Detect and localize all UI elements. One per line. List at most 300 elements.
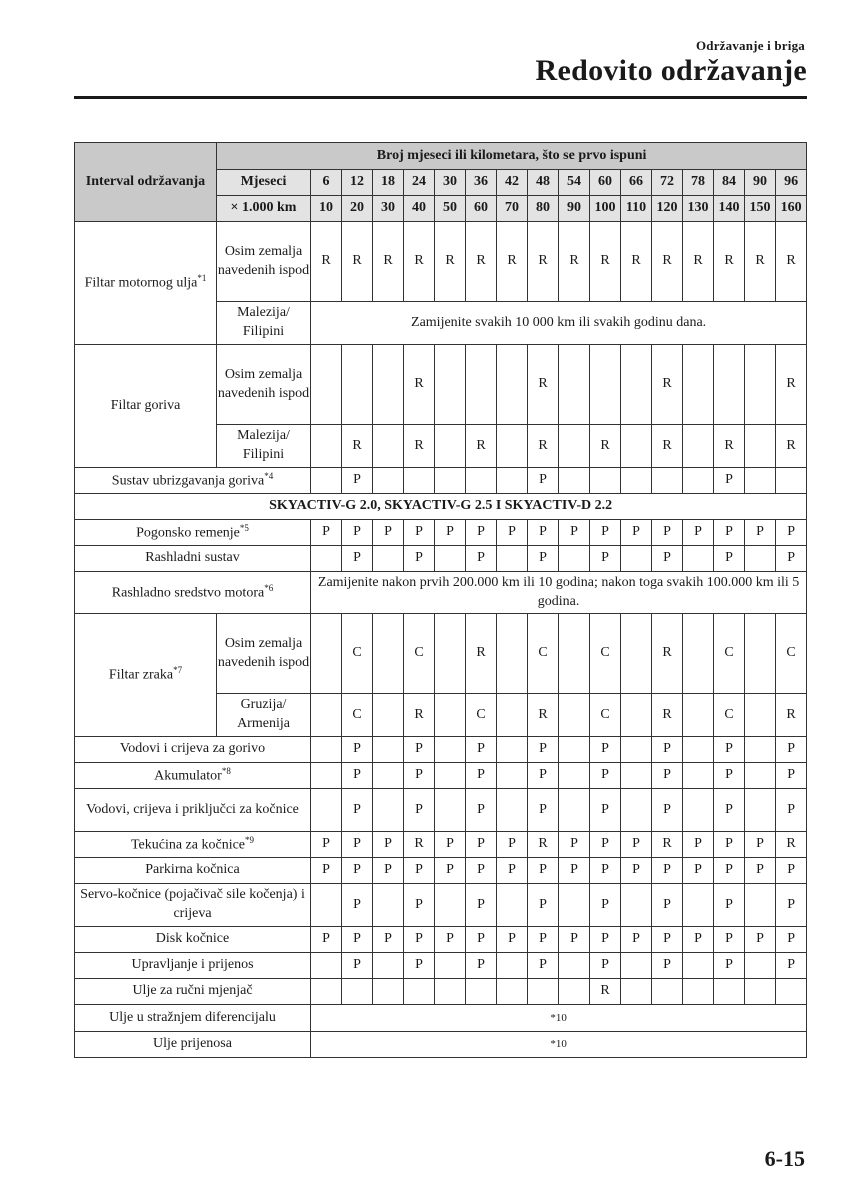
table-row [75,222,807,302]
schedule-cell [621,694,652,737]
item-name [75,832,311,858]
months-label: Mjeseci [217,170,311,196]
region-cell: Malezija/ Filipini [217,302,311,345]
schedule-cell [435,737,466,763]
schedule-cell: P [745,832,776,858]
schedule-cell: P [590,927,621,953]
schedule-cell: P [342,884,373,927]
schedule-cell [559,345,590,425]
schedule-cell: P [590,884,621,927]
km-cell: 90 [559,196,590,222]
schedule-cell [311,694,342,737]
schedule-cell [435,979,466,1005]
item-name [75,979,311,1005]
schedule-cell [373,546,404,572]
schedule-cell: P [590,858,621,884]
schedule-cell [435,884,466,927]
schedule-cell: P [528,520,559,546]
schedule-cell: R [652,345,683,425]
schedule-cell [497,737,528,763]
schedule-cell: P [497,927,528,953]
schedule-cell: P [652,789,683,832]
schedule-cell [683,979,714,1005]
schedule-cell [373,345,404,425]
schedule-cell: P [714,737,745,763]
schedule-cell [497,979,528,1005]
footnote-ref: *10 [311,1005,807,1032]
schedule-cell: P [528,953,559,979]
schedule-cell: P [404,546,435,572]
schedule-cell: R [745,222,776,302]
schedule-cell [714,345,745,425]
schedule-cell: P [776,953,807,979]
schedule-cell: P [466,737,497,763]
schedule-cell: P [559,927,590,953]
schedule-cell: P [497,832,528,858]
table-row [75,979,807,1005]
schedule-cell: P [528,858,559,884]
schedule-cell [435,694,466,737]
schedule-cell: R [404,222,435,302]
schedule-cell: P [342,927,373,953]
schedule-cell [466,468,497,494]
item-label: Pogonsko remenje [136,525,240,541]
schedule-cell: C [714,614,745,694]
schedule-cell [311,953,342,979]
schedule-cell [435,789,466,832]
item-label: Parkirna kočnica [145,862,240,878]
km-cell: 160 [776,196,807,222]
table-row [75,546,807,572]
schedule-cell: C [528,614,559,694]
schedule-cell [652,979,683,1005]
item-label: Akumulator [154,768,222,784]
schedule-cell [745,884,776,927]
schedule-cell: R [559,222,590,302]
schedule-cell: P [404,737,435,763]
schedule-cell [559,737,590,763]
schedule-cell [497,345,528,425]
schedule-cell: R [714,222,745,302]
schedule-cell [590,468,621,494]
schedule-cell: P [776,927,807,953]
table-row [75,468,807,494]
table-row [75,614,807,694]
table-row [75,572,807,614]
schedule-cell: R [590,979,621,1005]
months-cell: 6 [311,170,342,196]
schedule-cell: R [435,222,466,302]
schedule-cell: P [776,789,807,832]
item-label: Disk kočnice [155,931,230,947]
months-cell: 42 [497,170,528,196]
km-cell: 150 [745,196,776,222]
schedule-cell: P [652,546,683,572]
schedule-cell: P [435,858,466,884]
schedule-cell [745,546,776,572]
item-name [75,546,311,572]
table-row [75,789,807,832]
schedule-cell: C [590,614,621,694]
schedule-cell [373,789,404,832]
schedule-cell: P [528,884,559,927]
schedule-cell: P [776,884,807,927]
schedule-cell [497,425,528,468]
item-name [75,927,311,953]
schedule-cell [745,979,776,1005]
schedule-cell [683,789,714,832]
schedule-cell: P [404,953,435,979]
schedule-cell [714,979,745,1005]
schedule-cell: P [714,520,745,546]
schedule-cell [683,763,714,789]
schedule-cell: P [621,520,652,546]
schedule-cell [621,425,652,468]
item-name [75,858,311,884]
item-name [75,572,311,614]
schedule-cell: P [776,763,807,789]
schedule-cell: R [776,694,807,737]
table-row [75,832,807,858]
schedule-cell [683,425,714,468]
schedule-cell: P [404,763,435,789]
page-title: Redovito održavanje [535,54,807,87]
schedule-cell: P [714,763,745,789]
schedule-cell [683,345,714,425]
region-cell: Malezija/ Filipini [217,425,311,468]
footnote-ref: *5 [239,522,249,533]
schedule-cell: P [652,763,683,789]
table-row [75,345,807,425]
schedule-cell: R [652,832,683,858]
schedule-cell [776,979,807,1005]
km-cell: 60 [466,196,497,222]
title-divider [74,96,807,99]
schedule-cell [683,468,714,494]
km-cell: 10 [311,196,342,222]
km-cell: 110 [621,196,652,222]
schedule-cell [311,425,342,468]
schedule-cell [311,614,342,694]
schedule-cell [683,614,714,694]
schedule-cell: P [714,832,745,858]
months-cell: 72 [652,170,683,196]
schedule-cell: P [683,832,714,858]
schedule-cell: R [683,222,714,302]
table-row [75,763,807,789]
schedule-cell [621,884,652,927]
months-cell: 90 [745,170,776,196]
schedule-cell: P [745,520,776,546]
item-name [75,737,311,763]
interval-header: Interval održavanja [75,143,217,222]
months-cell: 84 [714,170,745,196]
broj-header: Broj mjeseci ili kilometara, što se prvo ispuni [217,143,807,170]
schedule-cell [311,468,342,494]
item-name [75,345,217,468]
months-cell: 48 [528,170,559,196]
schedule-cell [683,546,714,572]
schedule-cell: R [342,222,373,302]
schedule-cell: P [714,884,745,927]
schedule-cell: P [652,927,683,953]
table-row [75,737,807,763]
footnote-ref: *10 [311,1032,807,1058]
schedule-cell [435,468,466,494]
schedule-cell: P [435,520,466,546]
km-cell: 30 [373,196,404,222]
schedule-cell: P [776,858,807,884]
schedule-cell: P [342,468,373,494]
schedule-cell: P [683,520,714,546]
schedule-cell [435,614,466,694]
footnote-ref: *7 [173,665,183,676]
schedule-cell [559,425,590,468]
item-name [75,763,311,789]
schedule-cell: C [590,694,621,737]
engine-group-heading: SKYACTIV-G 2.0, SKYACTIV-G 2.5 I SKYACTIV-D 2.2 [75,494,807,520]
schedule-cell [373,425,404,468]
schedule-cell: P [590,546,621,572]
schedule-cell: P [466,927,497,953]
table-row [75,927,807,953]
schedule-cell: P [652,520,683,546]
item-label: Vodovi i crijeva za gorivo [119,741,266,757]
section-label: Održavanje i briga [695,38,805,53]
schedule-cell [497,468,528,494]
schedule-cell [373,614,404,694]
schedule-cell [311,979,342,1005]
schedule-cell [435,953,466,979]
item-name [75,520,311,546]
item-name [75,1005,311,1032]
schedule-cell: P [311,520,342,546]
schedule-cell: R [528,345,559,425]
schedule-cell: P [528,763,559,789]
schedule-cell: P [528,927,559,953]
schedule-cell: P [466,520,497,546]
km-cell: 70 [497,196,528,222]
page-number: 6-15 [764,1146,805,1171]
schedule-cell [528,979,559,1005]
schedule-cell [621,345,652,425]
schedule-cell: C [466,694,497,737]
schedule-cell: P [714,546,745,572]
schedule-cell [435,345,466,425]
schedule-cell: P [652,884,683,927]
schedule-cell: P [373,520,404,546]
schedule-cell [559,546,590,572]
schedule-cell: P [404,858,435,884]
schedule-cell [497,614,528,694]
schedule-cell: P [590,737,621,763]
schedule-cell: P [745,858,776,884]
schedule-cell [311,737,342,763]
schedule-cell: R [652,425,683,468]
km-cell: 50 [435,196,466,222]
months-cell: 24 [404,170,435,196]
schedule-cell [435,763,466,789]
schedule-cell: P [342,832,373,858]
schedule-cell [559,614,590,694]
schedule-cell: C [714,694,745,737]
item-label: Servo-kočnice (pojačivač sile kočenja) i crijeva [80,887,305,921]
schedule-cell [776,468,807,494]
schedule-cell [745,694,776,737]
schedule-cell: P [497,858,528,884]
schedule-cell: R [590,425,621,468]
item-label: Filtar zraka [108,667,174,683]
item-label: Vodovi, crijeva i priključci za kočnice [86,801,299,817]
schedule-cell: P [404,884,435,927]
schedule-cell [311,546,342,572]
schedule-cell: P [342,789,373,832]
km-cell: 140 [714,196,745,222]
schedule-cell: R [311,222,342,302]
schedule-cell [745,614,776,694]
schedule-cell [311,345,342,425]
schedule-cell: P [776,737,807,763]
months-cell: 66 [621,170,652,196]
table-row [75,520,807,546]
item-name [75,1032,311,1058]
table-row [75,953,807,979]
schedule-cell [559,979,590,1005]
item-label: Ulje prijenosa [153,1036,232,1052]
schedule-cell: P [590,832,621,858]
schedule-cell: P [404,789,435,832]
schedule-cell: P [342,546,373,572]
schedule-cell [311,763,342,789]
schedule-cell [590,345,621,425]
schedule-cell: P [466,789,497,832]
schedule-cell: P [311,927,342,953]
footnote-ref: *6 [264,582,274,593]
schedule-cell: R [621,222,652,302]
schedule-cell [745,953,776,979]
schedule-cell: R [528,425,559,468]
schedule-cell: R [342,425,373,468]
schedule-cell [621,789,652,832]
schedule-cell: P [621,927,652,953]
schedule-cell: P [342,953,373,979]
item-label: Rashladni sustav [145,550,240,566]
schedule-cell [373,694,404,737]
schedule-cell: P [373,832,404,858]
schedule-cell: R [404,694,435,737]
schedule-cell [497,694,528,737]
schedule-cell: R [776,222,807,302]
schedule-cell: P [714,789,745,832]
schedule-cell [466,979,497,1005]
schedule-cell [621,763,652,789]
schedule-cell [621,468,652,494]
schedule-cell: P [590,763,621,789]
schedule-cell: P [528,737,559,763]
table-row [75,1032,807,1058]
schedule-cell [559,789,590,832]
schedule-cell [404,979,435,1005]
schedule-cell [683,884,714,927]
region-cell: Osim zemalja navedenih ispod [217,614,311,694]
schedule-cell [404,468,435,494]
schedule-cell: P [466,546,497,572]
schedule-cell [497,884,528,927]
item-label: Ulje za ručni mjenjač [132,983,253,999]
schedule-cell: C [342,694,373,737]
schedule-cell: P [590,789,621,832]
schedule-cell: P [528,468,559,494]
schedule-cell [373,763,404,789]
schedule-cell: R [652,694,683,737]
schedule-cell: P [714,858,745,884]
schedule-cell: P [652,858,683,884]
schedule-cell: P [466,884,497,927]
schedule-cell [745,789,776,832]
schedule-cell: R [373,222,404,302]
months-cell: 96 [776,170,807,196]
schedule-cell [559,468,590,494]
schedule-cell [497,789,528,832]
item-name [75,789,311,832]
schedule-cell: P [311,832,342,858]
schedule-cell: R [528,222,559,302]
schedule-cell: R [497,222,528,302]
schedule-cell: R [466,222,497,302]
schedule-cell: P [559,520,590,546]
schedule-cell [559,694,590,737]
schedule-body [75,143,807,1058]
footnote-ref: *4 [264,470,274,481]
schedule-cell [559,763,590,789]
schedule-cell: P [776,546,807,572]
schedule-cell: R [466,425,497,468]
schedule-cell [652,468,683,494]
schedule-cell: P [342,858,373,884]
schedule-cell: C [776,614,807,694]
item-name [75,614,217,737]
schedule-cell [559,953,590,979]
schedule-cell [683,694,714,737]
region-cell: Osim zemalja navedenih ispod [217,345,311,425]
schedule-cell: P [497,520,528,546]
km-cell: 130 [683,196,714,222]
schedule-cell: P [559,832,590,858]
schedule-cell: P [652,953,683,979]
months-cell: 60 [590,170,621,196]
schedule-cell [497,953,528,979]
schedule-note: Zamijenite nakon prvih 200.000 km ili 10 godina; nakon toga svakih 100.000 km ili 5 godina. [311,572,807,614]
item-name [75,222,217,345]
maintenance-schedule-table [74,142,807,1058]
km-cell: 40 [404,196,435,222]
group-row [75,494,807,520]
schedule-cell [435,425,466,468]
schedule-cell [745,763,776,789]
schedule-cell: P [466,763,497,789]
schedule-cell: P [373,927,404,953]
schedule-cell [342,345,373,425]
schedule-cell [466,345,497,425]
item-name [75,884,311,927]
schedule-cell: P [714,953,745,979]
schedule-cell: P [466,858,497,884]
schedule-cell: C [404,614,435,694]
table-row [75,884,807,927]
footnote-ref: *1 [197,273,207,284]
schedule-cell: R [404,832,435,858]
item-label: Sustav ubrizgavanja goriva [111,473,265,489]
